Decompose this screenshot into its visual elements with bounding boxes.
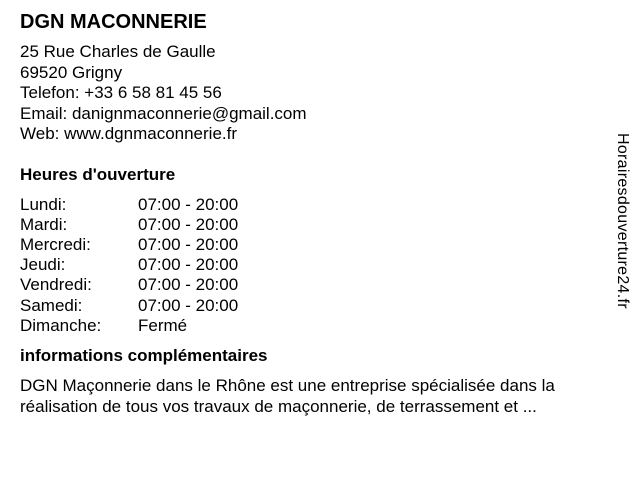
website-address: Web: www.dgnmaconnerie.fr: [20, 124, 238, 143]
site-watermark: Horairesdouverture24.fr: [614, 133, 631, 309]
address-street: 25 Rue Charles de Gaulle: [20, 42, 216, 61]
opening-hours-table: [20, 195, 620, 336]
hours-day: Mardi:: [20, 214, 68, 234]
hours-time: 07:00 - 20:00: [138, 255, 239, 275]
hours-time: 07:00 - 20:00: [138, 295, 239, 315]
hours-row: [20, 255, 620, 275]
hours-time: 07:00 - 20:00: [138, 214, 239, 234]
hours-day: Samedi:: [20, 295, 83, 315]
email-address: Email: danignmaconnerie@gmail.com: [20, 103, 307, 123]
hours-time: Fermé: [138, 315, 188, 335]
hours-time: 07:00 - 20:00: [138, 234, 239, 254]
hours-time: 07:00 - 20:00: [138, 275, 239, 295]
hours-row: [20, 316, 620, 336]
address-block: [20, 42, 620, 145]
hours-day: Lundi:: [20, 194, 67, 214]
opening-hours-heading: Heures d'ouverture: [20, 164, 176, 184]
additional-info-text: DGN Maçonnerie dans le Rhône est une entreprise spécialisée dans la réalisation de tous vos travaux de maçonnerie, de terrassement et ...: [20, 375, 555, 416]
additional-info-heading: informations complémentaires: [20, 345, 268, 365]
hours-row: [20, 215, 620, 235]
phone-number: Telefon: +33 6 58 81 45 56: [20, 83, 222, 102]
hours-row: [20, 195, 620, 215]
address-city: 69520 Grigny: [20, 62, 123, 82]
hours-day: Jeudi:: [20, 255, 66, 275]
hours-row: [20, 296, 620, 316]
business-name: DGN MACONNERIE: [20, 11, 207, 33]
hours-day: Mercredi:: [20, 234, 91, 254]
hours-time: 07:00 - 20:00: [138, 194, 239, 214]
business-card: [20, 10, 620, 417]
hours-row: [20, 275, 620, 295]
hours-day: Dimanche:: [20, 315, 102, 335]
hours-day: Vendredi:: [20, 275, 92, 295]
hours-row: [20, 235, 620, 255]
